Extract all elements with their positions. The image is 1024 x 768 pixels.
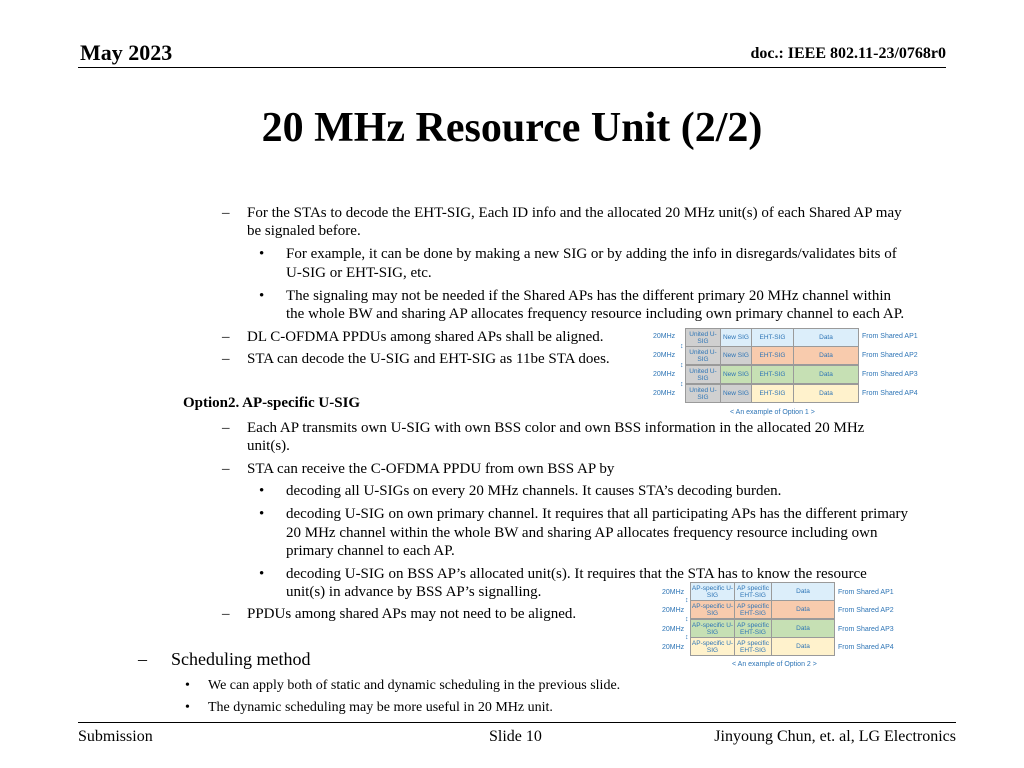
bandwidth-label: 20MHz: [662, 644, 685, 651]
bullet-marker: •: [185, 700, 190, 715]
body-text: be signaled before.: [247, 223, 361, 239]
option2-heading: Option2. AP-specific U-SIG: [183, 395, 361, 411]
body-text: For example, it can be done by making a new SIG or by adding the info in disregards/validates bits of: [286, 246, 897, 262]
united-usig-cell: United U-SIG: [685, 384, 721, 403]
united-usig-cell: United U-SIG: [685, 346, 721, 365]
body-text: DL C-OFDMA PPDUs among shared APs shall be aligned.: [247, 329, 604, 345]
ap-specific-eht-sig-cell: AP specific EHT-SIG: [734, 619, 772, 638]
body-text: unit(s).: [247, 438, 290, 454]
body-text: decoding all U-SIGs on every 20 MHz channels. It causes STA’s decoding burden.: [286, 483, 782, 499]
data-cell: Data: [793, 365, 859, 384]
source-label: From Shared AP1: [862, 333, 918, 340]
data-cell: Data: [771, 637, 835, 656]
body-text: STA can receive the C-OFDMA PPDU from own BSS AP by: [247, 461, 615, 477]
bullet-marker: •: [259, 566, 265, 582]
figure-caption: < An example of Option 1 >: [730, 409, 815, 416]
body-text: Each AP transmits own U-SIG with own BSS color and own BSS information in the allocated 20 MHz: [247, 420, 865, 436]
new-sig-cell: New SIG: [720, 346, 752, 365]
body-text: For the STAs to decode the EHT-SIG, Each ID info and the allocated 20 MHz unit(s) of each Shared AP may: [247, 205, 902, 221]
bullet-marker: •: [259, 506, 265, 522]
data-cell: Data: [793, 346, 859, 365]
header-doc-id: doc.: IEEE 802.11-23/0768r0: [750, 45, 946, 62]
bullet-marker: •: [259, 288, 265, 304]
new-sig-cell: New SIG: [720, 328, 752, 347]
data-cell: Data: [771, 600, 835, 619]
bandwidth-label: 20MHz: [662, 589, 685, 596]
body-text: the whole BW and sharing AP allocates frequency resource including own primary channel to each AP.: [286, 306, 905, 322]
bandwidth-label: 20MHz: [653, 333, 676, 340]
footer-submission: Submission: [78, 728, 153, 745]
slide-title: 20 MHz Resource Unit (2/2): [261, 105, 763, 151]
source-label: From Shared AP3: [862, 371, 918, 378]
ap-specific-usig-cell: AP-specific U-SIG: [690, 637, 735, 656]
body-text: We can apply both of static and dynamic scheduling in the previous slide.: [208, 678, 621, 693]
ap-specific-usig-cell: AP-specific U-SIG: [690, 582, 735, 601]
bandwidth-label: 20MHz: [653, 371, 676, 378]
body-text: primary channel to each AP.: [286, 543, 455, 559]
source-label: From Shared AP4: [862, 390, 918, 397]
bullet-marker: •: [259, 246, 265, 262]
slide-number: Slide 10: [489, 728, 542, 745]
source-label: From Shared AP4: [838, 644, 894, 651]
united-usig-cell: United U-SIG: [685, 328, 721, 347]
eht-sig-cell: EHT-SIG: [751, 384, 794, 403]
bullet-marker: •: [185, 678, 190, 693]
double-arrow-icon: ↕: [680, 343, 684, 350]
body-text: PPDUs among shared APs may not need to be aligned.: [247, 606, 577, 622]
body-text: STA can decode the U-SIG and EHT-SIG as 11be STA does.: [247, 351, 610, 367]
double-arrow-icon: ↕: [680, 381, 684, 388]
scheduling-heading: Scheduling method: [171, 649, 311, 669]
double-arrow-icon: ↕: [685, 597, 689, 604]
dash-marker: –: [222, 606, 230, 622]
new-sig-cell: New SIG: [720, 384, 752, 403]
ap-specific-eht-sig-cell: AP specific EHT-SIG: [734, 637, 772, 656]
bandwidth-label: 20MHz: [653, 390, 676, 397]
ap-specific-eht-sig-cell: AP specific EHT-SIG: [734, 600, 772, 619]
bandwidth-label: 20MHz: [662, 607, 685, 614]
ap-specific-usig-cell: AP-specific U-SIG: [690, 619, 735, 638]
source-label: From Shared AP1: [838, 589, 894, 596]
eht-sig-cell: EHT-SIG: [751, 365, 794, 384]
dash-marker: –: [222, 329, 230, 345]
eht-sig-cell: EHT-SIG: [751, 328, 794, 347]
new-sig-cell: New SIG: [720, 365, 752, 384]
footer-authors: Jinyoung Chun, et. al, LG Electronics: [714, 728, 956, 745]
data-cell: Data: [793, 384, 859, 403]
data-cell: Data: [771, 582, 835, 601]
header-date: May 2023: [80, 40, 173, 65]
bandwidth-label: 20MHz: [653, 352, 676, 359]
body-text: unit(s) in advance by BSS AP’s signalling.: [286, 584, 542, 600]
dash-marker: –: [222, 461, 230, 477]
double-arrow-icon: ↕: [680, 362, 684, 369]
data-cell: Data: [793, 328, 859, 347]
source-label: From Shared AP3: [838, 626, 894, 633]
body-text: decoding U-SIG on own primary channel. It requires that all participating APs has the different primary: [286, 506, 909, 522]
bandwidth-label: 20MHz: [662, 626, 685, 633]
body-text: decoding U-SIG on BSS AP’s allocated unit(s). It requires that the STA has to know the resource: [286, 566, 867, 582]
dash-marker: –: [222, 420, 230, 436]
ap-specific-eht-sig-cell: AP specific EHT-SIG: [734, 582, 772, 601]
source-label: From Shared AP2: [862, 352, 918, 359]
body-text: The dynamic scheduling may be more useful in 20 MHz unit.: [208, 700, 553, 715]
dash-marker: –: [222, 351, 230, 367]
body-text: 20 MHz channel within the whole BW and sharing AP allocates frequency resource including own: [286, 525, 878, 541]
dash-marker: –: [222, 205, 230, 221]
footer-divider: [78, 722, 956, 723]
figure-caption: < An example of Option 2 >: [732, 661, 817, 668]
source-label: From Shared AP2: [838, 607, 894, 614]
body-text: The signaling may not be needed if the Shared APs has the different primary 20 MHz channel within: [286, 288, 891, 304]
double-arrow-icon: ↕: [685, 634, 689, 641]
double-arrow-icon: ↕: [685, 616, 689, 623]
ap-specific-usig-cell: AP-specific U-SIG: [690, 600, 735, 619]
data-cell: Data: [771, 619, 835, 638]
bullet-marker: •: [259, 483, 265, 499]
united-usig-cell: United U-SIG: [685, 365, 721, 384]
eht-sig-cell: EHT-SIG: [751, 346, 794, 365]
body-text: U-SIG or EHT-SIG, etc.: [286, 265, 432, 281]
header-divider: [78, 67, 946, 68]
dash-marker: –: [138, 649, 147, 669]
